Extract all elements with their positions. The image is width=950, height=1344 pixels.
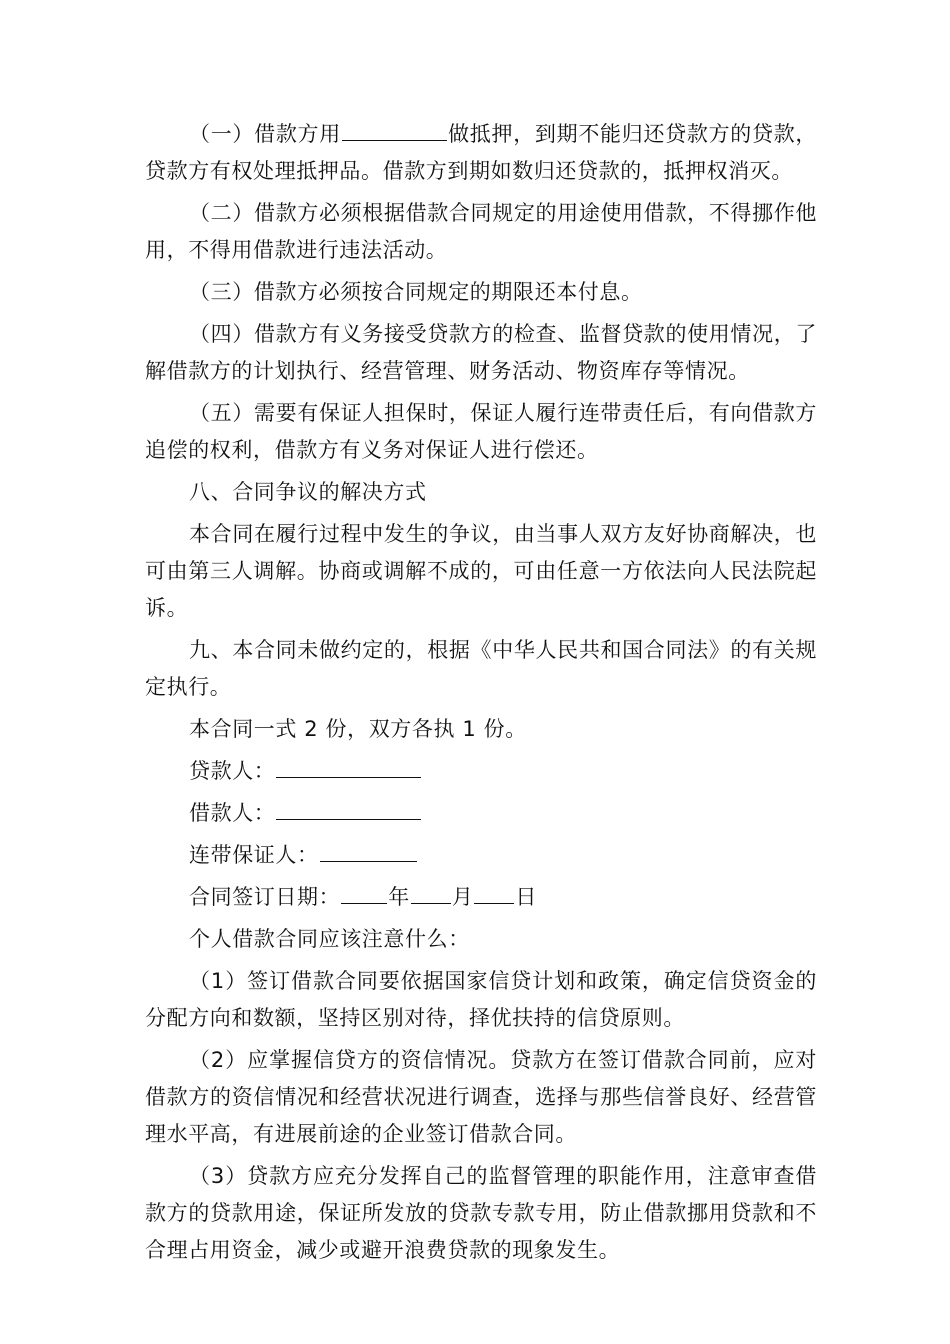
clause-paragraph-3: （三）借款方必须按合同规定的期限还本付息。	[189, 280, 643, 304]
day-blank	[474, 883, 514, 904]
clause-1-text-a: （一）借款方用	[189, 122, 341, 146]
notes-heading: 个人借款合同应该注意什么：	[189, 927, 470, 951]
lender-label: 贷款人：	[189, 759, 276, 783]
section-heading-8: 八、合同争议的解决方式	[189, 480, 427, 504]
guarantor-label: 连带保证人：	[189, 843, 319, 867]
clause-paragraph-1	[145, 116, 817, 190]
borrower-signature-line	[145, 795, 817, 832]
month-label: 月	[451, 885, 474, 909]
year-label: 年	[388, 885, 410, 909]
lender-blank	[276, 757, 421, 778]
note-paragraph-1: （1）签订借款合同要依据国家信贷计划和政策，确定信贷资金的分配方向和数额，坚持区别对待，择优扶持的信贷原则。	[145, 969, 817, 1030]
clause-1-text-b: 做抵押，到期不能归还贷款方的贷款，贷款方有权处理抵押品。借款方到期如数归还贷款的，抵押权消灭。	[145, 122, 818, 183]
month-blank	[411, 883, 451, 904]
borrower-label: 借款人：	[189, 801, 276, 825]
document-body	[145, 116, 817, 1274]
note-paragraph-3: （3）贷款方应充分发挥自己的监督管理的职能作用，注意审查借款方的贷款用途，保证所发放的贷款专款专用，防止借款挪用贷款和不合理占用资金，减少或避开浪费贷款的现象发生。	[145, 1164, 817, 1262]
sign-date-line	[145, 879, 817, 916]
clause-paragraph-5: （五）需要有保证人担保时，保证人履行连带责任后，有向借款方追偿的权利，借款方有义务对保证人进行偿还。	[145, 401, 817, 462]
guarantor-signature-line	[145, 837, 817, 874]
dispute-paragraph: 本合同在履行过程中发生的争议，由当事人双方友好协商解决，也可由第三人调解。协商或调解不成的，可由任意一方依法向人民法院起诉。	[145, 522, 817, 620]
day-label: 日	[515, 885, 538, 909]
clause-paragraph-2: （二）借款方必须根据借款合同规定的用途使用借款，不得挪作他用，不得用借款进行违法活动。	[145, 201, 817, 262]
date-label: 合同签订日期：	[189, 885, 341, 909]
lender-signature-line	[145, 753, 817, 790]
borrower-blank	[276, 799, 421, 820]
clause-paragraph-4: （四）借款方有义务接受贷款方的检查、监督贷款的使用情况，了解借款方的计划执行、经营管理、财务活动、物资库存等情况。	[145, 322, 817, 383]
note-paragraph-2: （2）应掌握信贷方的资信情况。贷款方在签订借款合同前，应对借款方的资信情况和经营状况进行调查，选择与那些信誉良好、经营管理水平高，有进展前途的企业签订借款合同。	[145, 1048, 817, 1146]
section-heading-9: 九、本合同未做约定的，根据《中华人民共和国合同法》的有关规定执行。	[145, 638, 817, 699]
year-blank	[341, 883, 387, 904]
guarantor-blank	[320, 841, 417, 862]
collateral-blank	[342, 120, 447, 141]
copies-paragraph: 本合同一式 2 份，双方各执 1 份。	[189, 717, 527, 741]
